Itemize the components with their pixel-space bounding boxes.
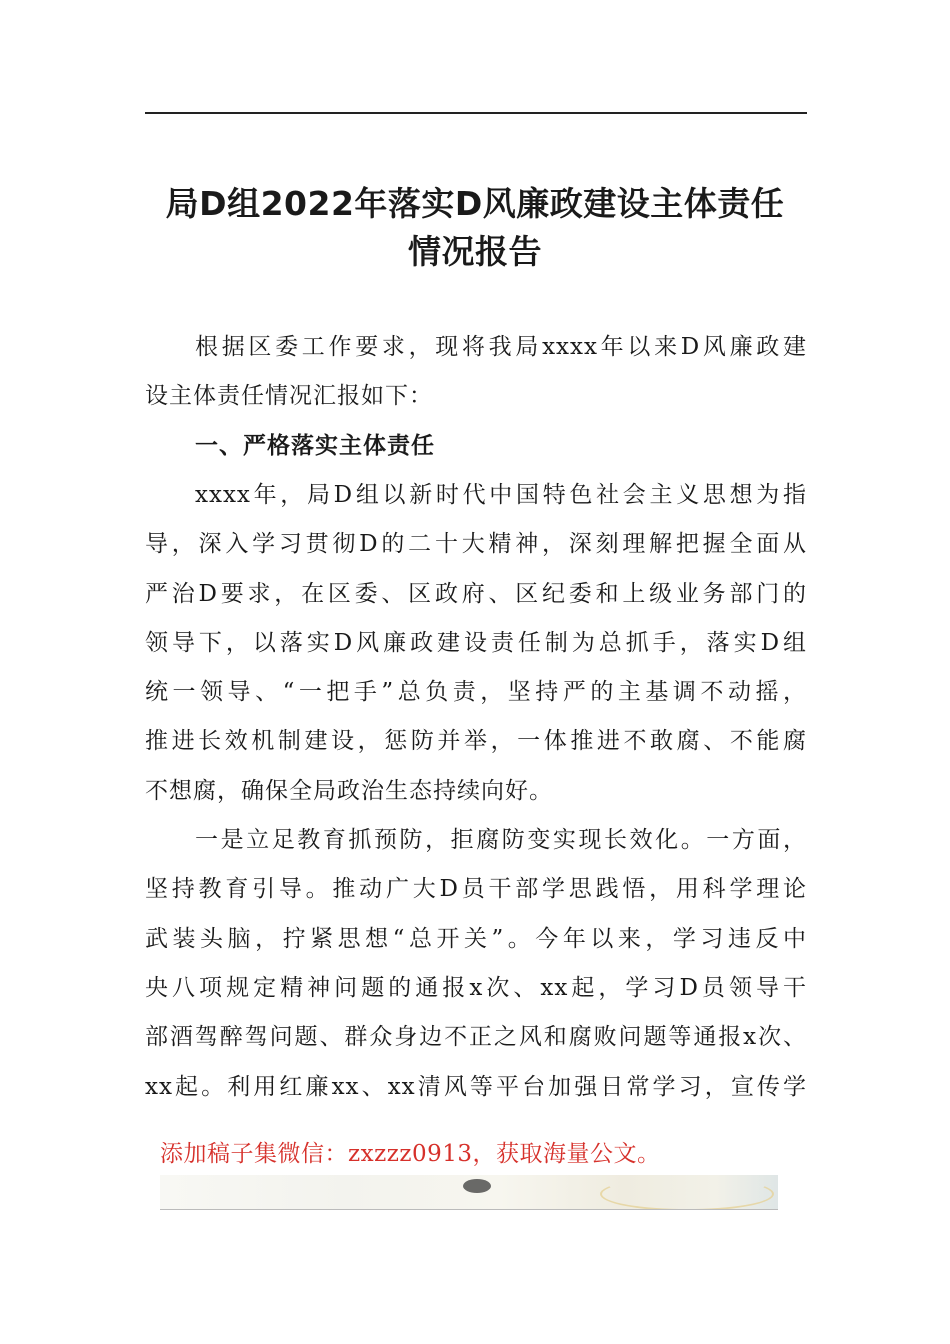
promo-text: 添加稿子集微信：zxzzz0913，获取海量公文。 (160, 1141, 661, 1167)
header-rule (145, 112, 807, 114)
body-line: 领导下，以落实D风廉政建设责任制为总抓手，落实D组 (145, 629, 807, 656)
body-line: 部酒驾醉驾问题、群众身边不正之风和腐败问题等通报x次、 (145, 1024, 807, 1051)
body-line: 不想腐，确保全局政治生态持续向好。 (145, 777, 553, 804)
curve-decoration (600, 1177, 774, 1210)
body-line: 严治D要求，在区委、区政府、区纪委和上级业务部门的 (145, 580, 807, 607)
body-line: 根据区委工作要求，现将我局xxxx年以来D风廉政建 (195, 334, 807, 360)
body-line: 导，深入学习贯彻D的二十大精神，深刻理解把握全面从 (145, 531, 807, 558)
body-line: 推进长效机制建设，惩防并举，一体推进不敢腐、不能腐 (145, 728, 807, 755)
body-line: 坚持教育引导。推动广大D员干部学思践悟，用科学理论 (145, 876, 807, 903)
body-line: xxxx年，局D组以新时代中国特色社会主义思想为指 (195, 481, 807, 508)
section-heading: 一、严格落实主体责任 (195, 432, 435, 459)
body-line: 央八项规定精神问题的通报x次、xx起，学习D员领导干 (145, 974, 807, 1001)
ink-blot-decoration (463, 1179, 491, 1193)
body-line: 设主体责任情况汇报如下： (145, 383, 433, 410)
body-line: 统一领导、“一把手”总负责，坚持严的主基调不动摇， (145, 679, 807, 706)
document-title-line-2: 情况报告 (408, 232, 542, 271)
banner-image (160, 1175, 778, 1210)
body-line: xx起。利用红廉xx、xx清风等平台加强日常学习，宣传学 (145, 1073, 807, 1100)
body-line: 武装头脑，拧紧思想“总开关”。今年以来，学习违反中 (145, 925, 807, 952)
body-line: 一是立足教育抓预防，拒腐防变实现长效化。一方面， (195, 827, 807, 853)
document-title-line-1: 局D组2022年落实D风廉政建设主体责任 (165, 184, 785, 223)
